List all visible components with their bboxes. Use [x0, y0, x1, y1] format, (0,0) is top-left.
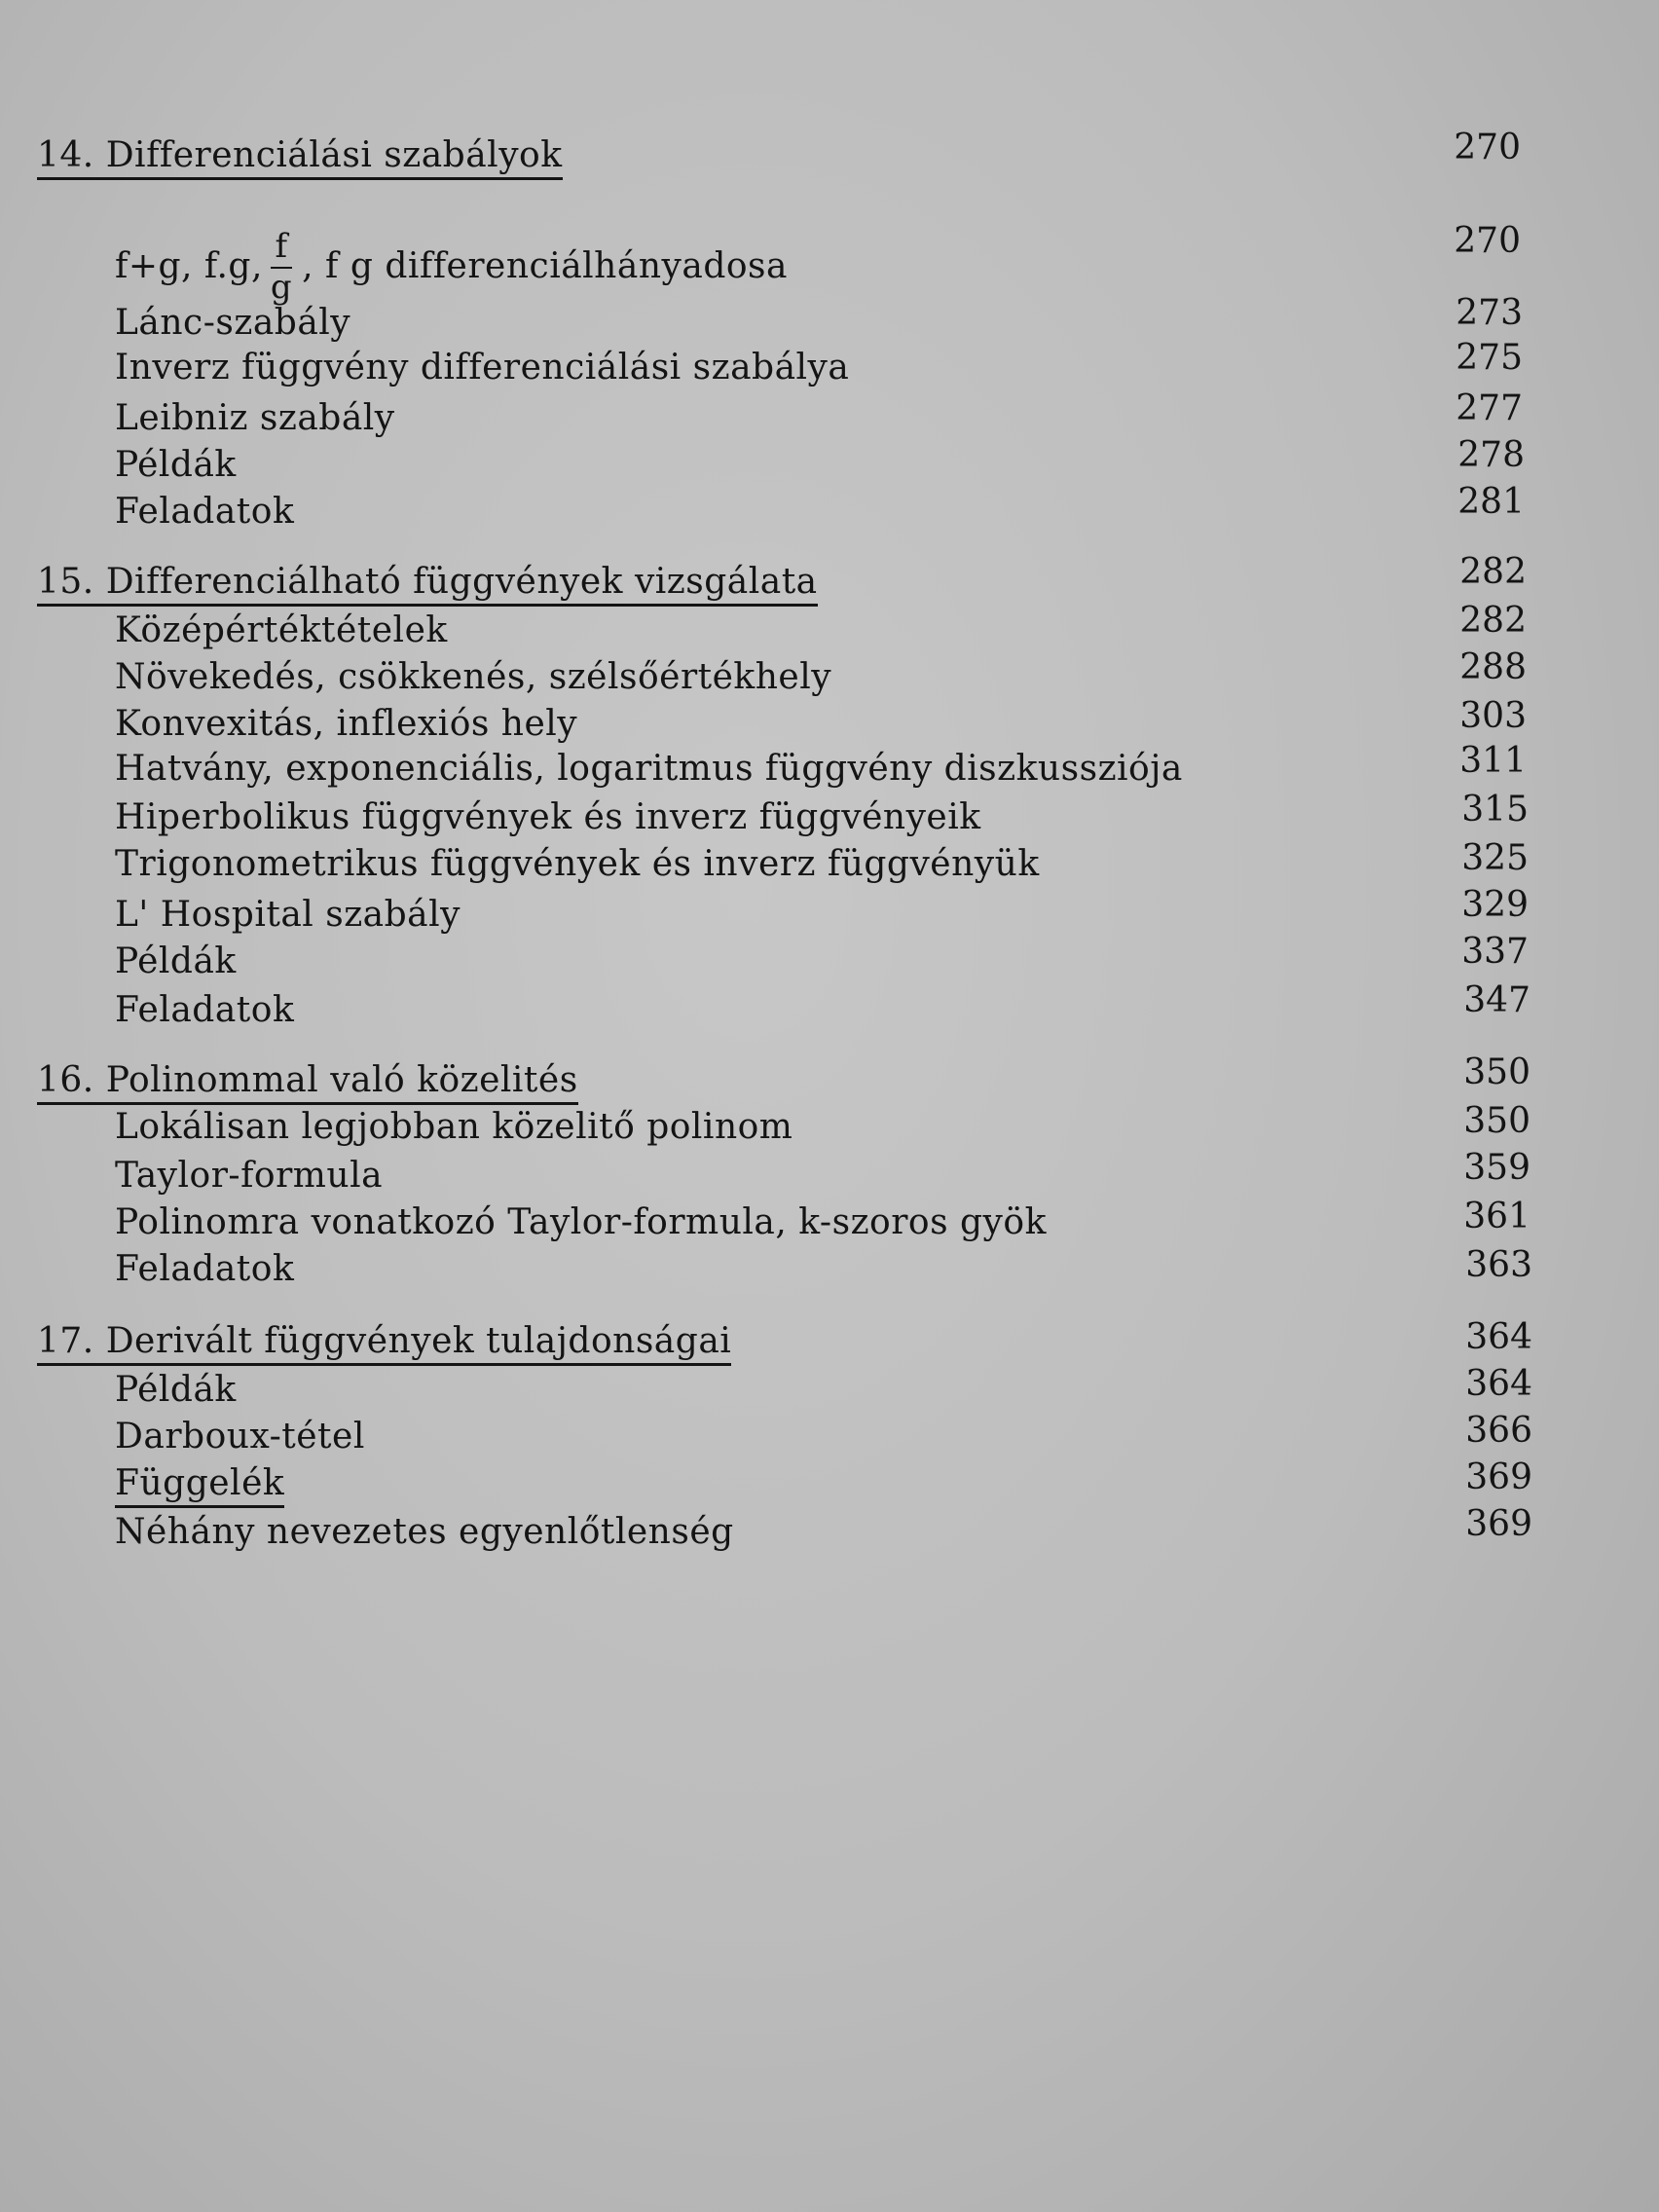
entry-page-number: 315 — [1461, 790, 1529, 830]
entry-title: Példák — [115, 941, 237, 981]
entry-page-number: 347 — [1463, 980, 1530, 1020]
chapter-page-number: 270 — [1454, 128, 1521, 167]
appendix-title: Függelék — [115, 1464, 284, 1508]
entry-page-number: 364 — [1465, 1364, 1532, 1404]
chapter-page-number: 282 — [1459, 552, 1527, 592]
entry-page-number: 369 — [1465, 1457, 1532, 1497]
fraction — [270, 227, 293, 307]
entry-page-number: 329 — [1461, 885, 1529, 925]
chapter-page-number: 350 — [1463, 1052, 1530, 1092]
toc-entry — [0, 741, 1659, 798]
toc-entry — [0, 838, 1659, 894]
entry-title: Konvexitás, inflexiós hely — [115, 704, 578, 744]
entry-title: Példák — [115, 445, 237, 485]
entry-page-number: 311 — [1459, 741, 1527, 781]
entry-title: Hatvány, exponenciális, logaritmus függvény diszkussziója — [115, 749, 1183, 789]
entry-title: Hiperbolikus függvények és inverz függvényeik — [115, 797, 981, 837]
entry-page-number: 359 — [1463, 1148, 1530, 1188]
chapter-title: 14. Differenciálási szabályok — [37, 136, 563, 180]
entry-page-number: 270 — [1454, 221, 1521, 261]
fraction-denominator: g — [270, 268, 293, 307]
formula-prefix: f+g, f.g, — [115, 246, 263, 286]
entry-title: L' Hospital szabály — [115, 895, 461, 935]
toc-entry — [0, 885, 1659, 944]
chapter-14-heading — [0, 128, 1659, 185]
chapter-17-heading — [0, 1317, 1659, 1371]
entry-title: Feladatok — [115, 990, 295, 1030]
entry-page-number: 366 — [1465, 1411, 1532, 1451]
entry-title: Lokálisan legjobban közelitő polinom — [115, 1107, 793, 1147]
toc-entry — [0, 790, 1659, 847]
fraction-numerator: f — [271, 230, 292, 269]
entry-title: Taylor-formula — [115, 1156, 384, 1196]
chapter-title: 16. Polinommal való közelités — [37, 1061, 578, 1105]
entry-title: Középértéktételek — [115, 610, 448, 650]
entry-page-number: 273 — [1456, 293, 1523, 333]
chapter-title: 15. Differenciálható függvények vizsgálata — [37, 563, 818, 607]
entry-title: Trigonometrikus függvények és inverz függvényük — [115, 844, 1040, 884]
toc-entry — [0, 1197, 1659, 1252]
toc-entry — [0, 1457, 1659, 1513]
entry-page-number: 325 — [1461, 838, 1529, 878]
entry-title: Példák — [115, 1370, 237, 1410]
entry-page-number: 288 — [1459, 647, 1527, 687]
entry-page-number: 278 — [1457, 435, 1525, 475]
entry-title: Feladatok — [115, 492, 295, 532]
toc-entry-formula — [0, 212, 1659, 307]
entry-title: Lánc-szabály — [115, 303, 351, 343]
toc-entry — [0, 1364, 1659, 1419]
entry-page-number: 350 — [1463, 1101, 1530, 1141]
entry-title: Növekedés, csökkenés, szélsőértékhely — [115, 657, 832, 697]
entry-page-number: 361 — [1463, 1197, 1530, 1236]
entry-page-number: 363 — [1465, 1245, 1532, 1285]
toc-entry — [0, 1245, 1659, 1299]
entry-page-number: 337 — [1461, 932, 1529, 972]
entry-page-number: 282 — [1459, 601, 1527, 641]
toc-entry — [0, 932, 1659, 991]
entry-title: Leibniz szabály — [115, 398, 395, 438]
entry-page-number: 303 — [1459, 696, 1527, 736]
toc-entry — [0, 1411, 1659, 1466]
formula-suffix: , f g differenciálhányadosa — [302, 246, 788, 286]
chapter-title: 17. Derivált függvények tulajdonságai — [37, 1322, 731, 1366]
toc-entry — [0, 1148, 1659, 1205]
entry-title: Néhány nevezetes egyenlőtlenség — [115, 1512, 734, 1552]
toc-entry — [0, 482, 1659, 541]
formula-title — [115, 227, 788, 307]
toc-entry — [0, 980, 1659, 1040]
entry-page-number: 275 — [1456, 338, 1523, 378]
entry-page-number: 369 — [1465, 1504, 1532, 1544]
chapter-16-heading — [0, 1052, 1659, 1110]
entry-title: Polinomra vonatkozó Taylor-formula, k-szoros gyök — [115, 1202, 1047, 1242]
chapter-page-number: 364 — [1465, 1317, 1532, 1357]
toc-entry — [0, 1101, 1659, 1157]
entry-page-number: 277 — [1456, 388, 1523, 428]
toc-entry — [0, 1504, 1659, 1562]
entry-title: Darboux-tétel — [115, 1417, 365, 1456]
entry-title: Inverz függvény differenciálási szabálya — [115, 348, 850, 387]
entry-title: Feladatok — [115, 1249, 295, 1289]
entry-page-number: 281 — [1457, 482, 1525, 522]
